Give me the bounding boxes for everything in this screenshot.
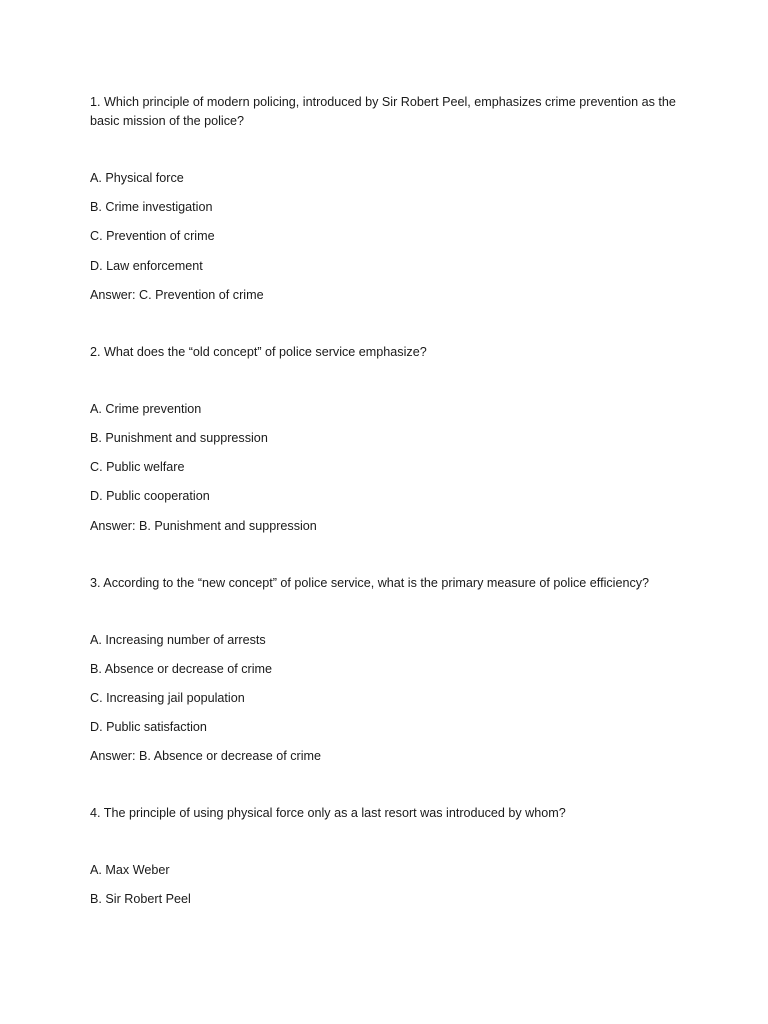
document-content [90, 93, 680, 947]
answer-line: Answer: B. Punishment and suppression [90, 518, 317, 533]
question-block-2 [90, 343, 680, 536]
question-block-3 [90, 574, 680, 767]
answer-line: Answer: B. Absence or decrease of crime [90, 749, 321, 764]
answer-line: Answer: C. Prevention of crime [90, 287, 264, 302]
question-text: 2. What does the “old concept” of police service emphasize? [90, 344, 427, 359]
option-a: A. Physical force [90, 171, 184, 185]
option-c: C. Prevention of crime [90, 229, 215, 244]
option-b: B. Punishment and suppression [90, 430, 268, 445]
question-text: 4. The principle of using physical force only as a last resort was introduced by whom? [90, 806, 566, 821]
option-c: C. Increasing jail population [90, 690, 245, 705]
option-a: A. Increasing number of arrests [90, 632, 266, 647]
option-b: B. Absence or decrease of crime [90, 661, 273, 676]
option-d: D. Law enforcement [90, 258, 203, 273]
option-c: C. Public welfare [90, 460, 185, 475]
question-block-1 [90, 93, 680, 305]
question-text: 3. According to the “new concept” of police service, what is the primary measure of police efficiency? [90, 575, 650, 590]
option-a: A. Crime prevention [90, 401, 202, 416]
option-d: D. Public satisfaction [90, 720, 207, 735]
option-b: B. Sir Robert Peel [90, 892, 191, 907]
question-text: 1. Which principle of modern policing, introduced by Sir Robert Peel, emphasizes crime prevention as the basic mission of the police? [90, 95, 676, 128]
question-block-4 [90, 804, 680, 909]
option-b: B. Crime investigation [90, 200, 213, 215]
option-a: A. Max Weber [90, 863, 170, 878]
option-d: D. Public cooperation [90, 489, 210, 504]
